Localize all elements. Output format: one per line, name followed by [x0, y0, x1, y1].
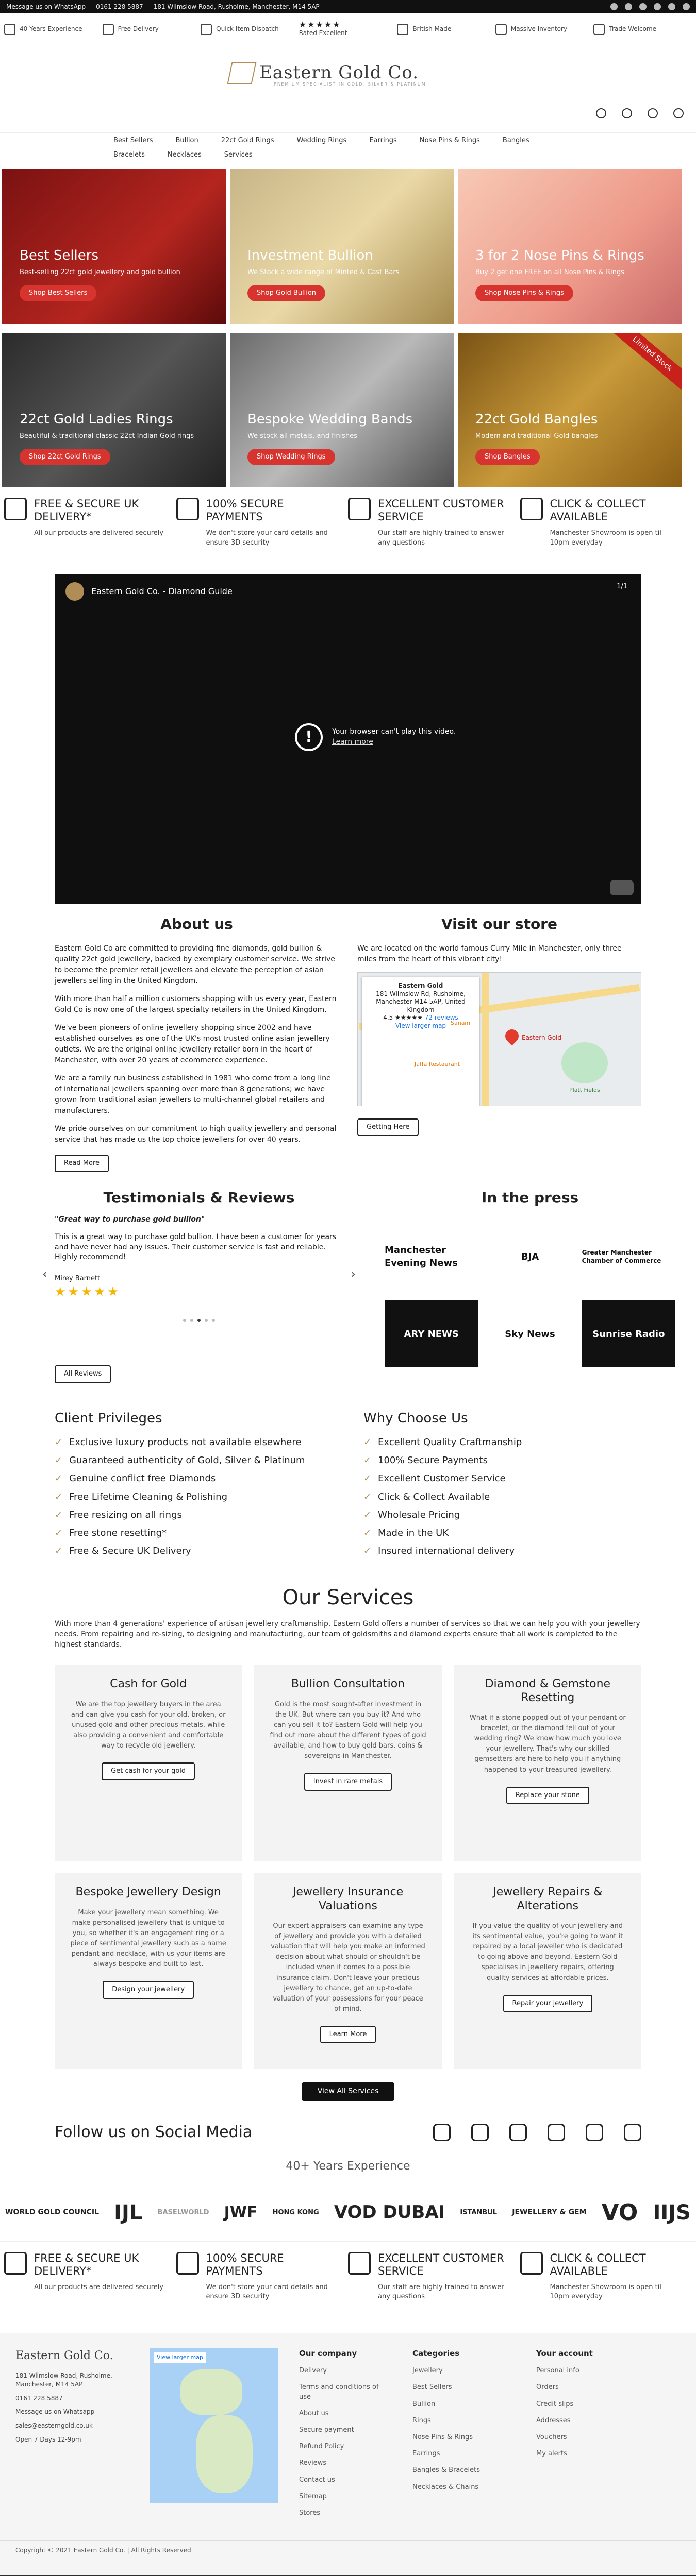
brand-logo: ISTANBUL	[460, 2208, 498, 2216]
view-all-services-button[interactable]: View All Services	[302, 2082, 394, 2101]
privilege-item: ✓ Guaranteed authenticity of Gold, Silver & Platinum	[55, 1454, 333, 1467]
brand-logo: HONG KONG	[272, 2208, 319, 2216]
truck-icon	[103, 24, 114, 35]
privileges-why	[0, 1409, 696, 1563]
footer-link[interactable]: Delivery	[299, 2367, 327, 2375]
footer-company	[299, 2348, 392, 2525]
feature-title: 100% SECURE PAYMENTS	[206, 2251, 284, 2277]
video-player[interactable]	[55, 574, 641, 904]
feature-item	[520, 2252, 692, 2302]
tile-title: Bespoke Wedding Bands	[247, 412, 413, 427]
usp-item	[201, 24, 299, 35]
feature-title: FREE & SECURE UK DELIVERY*	[34, 2251, 139, 2277]
logo-tagline: PREMIUM SPECIALIST IN GOLD, SILVER & PLATINUM	[274, 82, 426, 87]
privilege-item: ✓ Free resizing on all rings	[55, 1509, 333, 1521]
youtube-icon[interactable]	[610, 880, 634, 895]
feature-item	[176, 498, 349, 548]
press-section	[385, 1188, 675, 1383]
about-section	[55, 914, 339, 1172]
hero-tile[interactable]	[2, 169, 226, 324]
service-card	[254, 1873, 441, 2069]
features-row-bottom	[0, 2242, 696, 2313]
footer-hours: Open 7 Days 12-9pm	[15, 2436, 81, 2444]
usp-text: 40 Years Experience	[20, 25, 82, 33]
pinterest-icon[interactable]	[586, 2124, 603, 2141]
feature-item	[176, 2252, 349, 2302]
service-title: Jewellery Insurance Valuations	[292, 1886, 404, 1912]
video-title[interactable]: Eastern Gold Co. - Diamond Guide	[91, 586, 233, 596]
footer-link[interactable]: Vouchers	[536, 2433, 567, 2442]
footer-link[interactable]: Best Sellers	[412, 2383, 452, 2392]
why-item: ✓ Excellent Quality Craftmanship	[363, 1436, 641, 1449]
rating-stars: ★★★★★	[55, 1284, 121, 1299]
truck-icon	[4, 498, 27, 520]
store-icon	[520, 498, 543, 520]
privilege-item: ✓ Free Lifetime Cleaning & Polishing	[55, 1490, 333, 1503]
nav-item[interactable]: Best Sellers	[113, 137, 153, 144]
nav-item[interactable]: Wedding Rings	[296, 137, 347, 144]
store-map[interactable]	[357, 972, 641, 1106]
footer-link[interactable]: Rings	[412, 2416, 431, 2425]
logo-name: Eastern Gold Co.	[259, 62, 419, 83]
footer-link[interactable]: Earrings	[412, 2450, 440, 2458]
privileges-title: Client Privileges	[55, 1410, 162, 1426]
footer-link[interactable]: Jewellery	[412, 2367, 443, 2375]
flag-icon	[397, 24, 408, 35]
quote-author: Mirey Barnett	[55, 1274, 101, 1282]
service-card	[254, 1665, 441, 1861]
shop-gold-rings-button[interactable]: Shop 22ct Gold Rings	[20, 449, 110, 465]
linkedin-icon[interactable]	[654, 3, 661, 10]
shop-gold-bullion-button[interactable]: Shop Gold Bullion	[247, 285, 325, 301]
social-section	[0, 2101, 696, 2154]
carousel-dots[interactable]	[55, 1319, 343, 1322]
cash-for-gold-button[interactable]: Get cash for your gold	[102, 1762, 195, 1780]
boxes-icon	[495, 24, 507, 35]
usp-text: Massive Inventory	[510, 25, 568, 33]
feature-desc: We don't store your card details and ensure 3D security	[206, 529, 328, 547]
footer-link[interactable]: Refund Policy	[299, 2443, 344, 2451]
press-logo: Sunrise Radio	[582, 1300, 675, 1367]
privilege-item: ✓ Free & Secure UK Delivery	[55, 1545, 333, 1557]
service-title: Jewellery Repairs & Alterations	[493, 1886, 603, 1912]
about-paragraph: Eastern Gold Co are committed to providing fine diamonds, gold bullion & quality 22ct gold jewellery, backed by exemplary customer service. We strive to become the premier retail jewellers and elevate the perception of asian jewellers selling in the United Kingdom.	[55, 944, 335, 985]
nav-item[interactable]: Necklaces	[167, 151, 202, 159]
video-error-message: Your browser can't play this video.	[332, 727, 456, 736]
usp-text: Free Delivery	[118, 25, 159, 33]
nav-item[interactable]: Earrings	[369, 137, 397, 144]
nav-item[interactable]: Bangles	[502, 137, 529, 144]
logo[interactable]	[229, 60, 467, 87]
press-logo: BJA	[521, 1251, 539, 1262]
map-label: Jaffa Restaurant	[415, 1060, 460, 1067]
tile-title: 22ct Gold Ladies Rings	[20, 412, 173, 427]
brand-logo: WORLD GOLD COUNCIL	[5, 2208, 100, 2217]
feature-desc: Our staff are highly trained to answer any questions	[378, 529, 504, 547]
linkedin-icon[interactable]	[548, 2124, 565, 2141]
features-row	[0, 487, 696, 558]
about-paragraph: We pride ourselves on our commitment to high quality jewellery and personal service that has made us the top choice jewellers for over 40 years.	[55, 1124, 337, 1144]
whatsapp-icon[interactable]	[683, 3, 690, 10]
brand-logo: BASELWORLD	[157, 2208, 209, 2216]
service-text: What if a stone popped out of your pendant or bracelet, or the diamond fell out of your wedding ring? We know how much you love your jewellery. That's why our skilled gemsetters are here to help you if anything happened to your treasured jewellery.	[469, 1714, 626, 1774]
brand-logo: IIJS	[653, 2201, 691, 2225]
service-text: We are the top jewellery buyers in the area and can give you cash for your old, broken, or unused gold and other precious metals, while also providing a convenient and comfortable way to recycle old jewellery.	[71, 1700, 226, 1750]
usp-item	[397, 24, 495, 35]
read-more-button[interactable]: Read More	[55, 1155, 109, 1172]
footer-link[interactable]: Credit slips	[536, 2400, 574, 2408]
footer-email[interactable]: sales@easterngold.co.uk	[15, 2422, 93, 2430]
heart-icon[interactable]	[648, 108, 658, 118]
feature-title: CLICK & COLLECT AVAILABLE	[550, 498, 646, 523]
tile-title: 3 for 2 Nose Pins & Rings	[475, 248, 644, 263]
footer-col-title: Your account	[536, 2349, 593, 2359]
usp-text: British Made	[412, 25, 452, 33]
design-jewellery-button[interactable]: Design your jewellery	[103, 1981, 194, 1998]
nav-item[interactable]: Services	[224, 151, 253, 159]
whatsapp-link[interactable]: Message us on WhatsApp	[6, 3, 86, 10]
park-area	[561, 1042, 608, 1083]
hero-tile[interactable]	[230, 333, 454, 487]
stars-icon: ★★★★★	[299, 20, 341, 30]
site-header	[0, 45, 696, 159]
usp-text: Trade Welcome	[609, 25, 657, 33]
service-title: Bullion Consultation	[291, 1677, 405, 1691]
facebook-icon[interactable]	[610, 3, 618, 10]
about-title: About us	[160, 915, 233, 933]
quote-text: This is a great way to purchase gold bullion. I have been a customer for years and have never had any issues. Their customer service is fast and reliable. Highly recommend!	[55, 1232, 337, 1262]
learn-more-button[interactable]: Learn More	[320, 2026, 376, 2043]
footer-link[interactable]: Necklaces & Chains	[412, 2483, 479, 2491]
why-item: ✓ Wholesale Pricing	[363, 1509, 641, 1521]
testimonials-press	[0, 1188, 696, 1383]
service-card	[454, 1873, 641, 2069]
usp-item	[299, 21, 397, 38]
whatsapp-icon[interactable]	[624, 2124, 641, 2141]
truck-icon	[4, 2252, 27, 2275]
map-label: Sanam	[451, 1019, 471, 1026]
channel-avatar[interactable]	[65, 582, 84, 601]
phone-link[interactable]: 0161 228 5887	[96, 3, 143, 10]
feature-item	[520, 498, 692, 548]
footer-link[interactable]: Orders	[536, 2383, 559, 2392]
service-text: If you value the quality of your jewellery and its sentimental value, you're going to want it repaired by a local jeweller who is dedicated to going above and beyond. Eastern Gold specialises in jewellery repairs, offering quality services at affordable prices.	[472, 1922, 623, 1982]
all-reviews-button[interactable]: All Reviews	[55, 1365, 111, 1383]
brand-logo: JWF	[224, 2204, 258, 2222]
map-rating: 4.5 ★★★★★	[383, 1014, 423, 1022]
map-pin-icon[interactable]	[503, 1027, 522, 1046]
footer-link[interactable]: Reviews	[299, 2459, 327, 2467]
press-title: In the press	[481, 1189, 579, 1207]
map-reviews-link[interactable]: 72 reviews	[424, 1014, 458, 1022]
getting-here-button[interactable]: Getting Here	[357, 1118, 419, 1136]
main-nav	[113, 136, 577, 160]
diamond-icon	[4, 24, 15, 35]
hero-tile[interactable]	[458, 169, 682, 324]
warning-icon: !	[295, 723, 323, 751]
services-intro: With more than 4 generations' experience of artisan jewellery craftmanship, Eastern Gold offers a number of services so that we can help you with your jewellery needs. From repairing and re-sizing, to designing and manufacturing, our team of goldsmiths and diamond experts ensure that all work is completed to the highest standards.	[55, 1620, 640, 1649]
pinterest-icon[interactable]	[668, 3, 675, 10]
press-logo: Greater Manchester Chamber of Commerce	[582, 1248, 661, 1265]
map-label: Eastern Gold	[522, 1033, 562, 1041]
service-text: Our expert appraisers can examine any type of jewellery and provide you with a detailed valuation that will help you make an informed decision about what should or shouldn't be included when it comes to a possible insurance claim. Don't leave your precious jewellery to chance, get an up-to-date valuation of your possessions for your peace of mind.	[271, 1922, 425, 2013]
why-item: ✓ 100% Secure Payments	[363, 1454, 641, 1467]
footer-whatsapp[interactable]: Message us on Whatsapp	[15, 2408, 95, 2416]
visit-text: We are located on the world famous Curry Mile in Manchester, only three miles from the heart of this vibrant city!	[357, 944, 622, 963]
feature-item	[348, 2252, 520, 2302]
playlist-counter[interactable]: 1/1	[617, 582, 627, 590]
feature-desc: Our staff are highly trained to answer any questions	[378, 2283, 504, 2301]
hero-tile[interactable]	[230, 169, 454, 324]
top-bar	[0, 0, 696, 13]
footer-link[interactable]: My alerts	[536, 2450, 567, 2458]
feature-title: EXCELLENT CUSTOMER SERVICE	[378, 2251, 504, 2277]
map-info-card	[362, 977, 479, 1106]
youtube-icon[interactable]	[639, 3, 647, 10]
footer-link[interactable]: About us	[299, 2409, 329, 2417]
service-title: Bespoke Jewellery Design	[75, 1886, 221, 1899]
footer-logo[interactable]: Eastern Gold Co.	[15, 2349, 113, 2363]
feature-desc: All our products are delivered securely	[34, 529, 164, 537]
nav-item[interactable]: Bracelets	[113, 151, 145, 159]
footer-link[interactable]: Sitemap	[299, 2492, 327, 2500]
footer-link[interactable]: Terms and conditions of use	[299, 2383, 379, 2401]
feature-desc: Manchester Showroom is open til 10pm everyday	[550, 2283, 661, 2301]
press-logo: Sky News	[505, 1328, 555, 1340]
service-card	[55, 1873, 242, 2069]
store-icon	[520, 2252, 543, 2275]
tile-desc: We Stock a wide range of Minted & Cast Bars	[247, 268, 400, 277]
hero-tile[interactable]	[2, 333, 226, 487]
brand-logo: VOD DUBAI	[334, 2202, 445, 2223]
map-label: Platt Fields	[569, 1086, 600, 1093]
client-privileges	[55, 1409, 333, 1563]
why-item: ✓ Excellent Customer Service	[363, 1472, 641, 1485]
footer-link[interactable]: Bangles & Bracelets	[412, 2466, 480, 2475]
tile-desc: Buy 2 get one FREE on all Nose Pins & Rings	[475, 268, 624, 277]
usp-text: Rated Excellent	[299, 29, 347, 37]
press-logo: Manchester Evening News	[385, 1245, 458, 1269]
nav-item[interactable]: 22ct Gold Rings	[221, 137, 274, 144]
feature-title: CLICK & COLLECT AVAILABLE	[550, 2251, 646, 2277]
hero-tile[interactable]	[458, 333, 682, 487]
feature-item	[4, 498, 176, 548]
instagram-icon[interactable]	[433, 2124, 451, 2141]
address-text: 181 Wilmslow Road, Rusholme, Manchester, M14 5AP	[153, 3, 320, 10]
feature-item	[4, 2252, 176, 2302]
footer-link[interactable]: Bullion	[412, 2400, 436, 2408]
trade-icon	[593, 24, 605, 35]
feature-desc: We don't store your card details and ensure 3D security	[206, 2283, 328, 2301]
shield-icon	[176, 498, 199, 520]
hero-grid	[0, 169, 696, 487]
nav-item[interactable]: Nose Pins & Rings	[419, 137, 480, 144]
tile-desc: Best-selling 22ct gold jewellery and gold bullion	[20, 268, 180, 277]
footer-link[interactable]: Stores	[299, 2509, 321, 2517]
view-larger-map-link[interactable]: View larger map	[154, 2352, 206, 2362]
feature-title: EXCELLENT CUSTOMER SERVICE	[378, 498, 504, 523]
instagram-icon[interactable]	[625, 3, 632, 10]
video-error	[295, 723, 456, 751]
logo-mark-icon	[227, 62, 256, 84]
user-icon[interactable]	[596, 108, 606, 118]
feature-title: FREE & SECURE UK DELIVERY*	[34, 498, 139, 523]
feature-desc: All our products are delivered securely	[34, 2283, 164, 2291]
nav-item[interactable]: Bullion	[175, 137, 198, 144]
shop-nose-pins-button[interactable]: Shop Nose Pins & Rings	[475, 285, 573, 301]
service-text: Make your jewellery mean something. We make personalised jewellery that is unique to you, so whether it's an engagement ring or a piece of sentimental jewellery such as a name pendant and necklace, with us your items are always bespoke and built to last.	[70, 1908, 226, 1969]
footer-categories	[412, 2348, 516, 2525]
footer-account	[536, 2348, 619, 2525]
facebook-icon[interactable]	[471, 2124, 489, 2141]
site-footer	[0, 2333, 696, 2540]
service-title: Cash for Gold	[110, 1677, 187, 1691]
why-item: ✓ Made in the UK	[363, 1527, 641, 1539]
chevron-left-icon[interactable]: ‹	[42, 1266, 48, 1282]
learn-more-link[interactable]: Learn more	[332, 737, 373, 746]
tile-desc: Modern and traditional Gold bangles	[475, 432, 598, 440]
plane-icon	[201, 24, 212, 35]
social-title: Follow us on Social Media	[55, 2123, 253, 2141]
tile-title: Investment Bullion	[247, 248, 373, 263]
search-icon[interactable]	[622, 108, 632, 118]
brand-logo: JEWELLERY & GEM	[512, 2208, 587, 2217]
bag-icon[interactable]	[673, 108, 684, 118]
brand-logo: IJL	[114, 2201, 143, 2225]
smiley-icon	[348, 498, 371, 520]
map-address: 181 Wilmslow Rd, Rusholme, Manchester M14 5AP, United Kingdom	[376, 990, 466, 1013]
service-text: Gold is the most sought-after investment in the UK. But where can you buy it? And who can you sell it to? Eastern Gold will help you find out more about the different types of gold available, and how to buy gold bars, coins & sovereigns in Manchester.	[270, 1700, 426, 1760]
why-item: ✓ Click & Collect Available	[363, 1490, 641, 1503]
why-title: Why Choose Us	[363, 1410, 468, 1426]
shop-best-sellers-button[interactable]: Shop Best Sellers	[20, 285, 96, 301]
shield-icon	[176, 2252, 199, 2275]
footer-address: 181 Wilmslow Road, Rusholme, Manchester, M14 5AP	[15, 2372, 112, 2388]
why-choose-us	[363, 1409, 641, 1563]
youtube-icon[interactable]	[509, 2124, 527, 2141]
about-paragraph: We've been pioneers of online jewellery shopping since 2002 and have established ourselves as one of the UK's most trusted online asian jewellery outlets. We are the original online jewellery retailer born in the heart of Manchester, with over 20 years of ecommerce experience.	[55, 1023, 330, 1064]
press-logo: ARY NEWS	[385, 1300, 478, 1367]
usp-strip	[0, 13, 696, 45]
visit-title: Visit our store	[441, 915, 557, 933]
footer-link[interactable]: Personal info	[536, 2367, 579, 2375]
usp-item	[4, 24, 103, 35]
usp-text: Quick Item Dispatch	[216, 25, 279, 33]
privilege-item: ✓ Exclusive luxury products not available elsewhere	[55, 1436, 333, 1449]
tile-desc: We stock all metals, and finishes	[247, 432, 357, 440]
feature-title: 100% SECURE PAYMENTS	[206, 498, 284, 523]
footer-contact	[15, 2348, 129, 2525]
chevron-right-icon[interactable]: ›	[350, 1266, 356, 1282]
visit-section	[357, 914, 641, 1172]
why-item: ✓ Insured international delivery	[363, 1545, 641, 1557]
view-larger-map-link[interactable]: View larger map	[395, 1022, 446, 1029]
about-paragraph: We are a family run business established in 1981 who come from a long line of international jewellers spanning over more than 8 generations; we have grown from traditional asian jewellers to multi-channel global retailers and manufacturers.	[55, 1074, 331, 1115]
footer-col-title: Our company	[299, 2349, 357, 2359]
testimonials-section	[42, 1188, 356, 1383]
footer-link[interactable]: Addresses	[536, 2416, 571, 2425]
service-card	[55, 1665, 242, 1861]
footer-phone[interactable]: 0161 228 5887	[15, 2394, 63, 2402]
copyright-text: Copyright © 2021 Eastern Gold Co. | All Rights Reserved	[0, 2540, 696, 2575]
tile-desc: Beautiful & traditional classic 22ct Indian Gold rings	[20, 432, 194, 440]
privilege-item: ✓ Genuine conflict free Diamonds	[55, 1472, 333, 1485]
limited-stock-ribbon: Limited Stock	[608, 333, 682, 393]
smiley-icon	[348, 2252, 371, 2275]
usp-item	[593, 24, 692, 35]
quote-title: "Great way to purchase gold bullion"	[55, 1215, 205, 1224]
experience-heading: 40+ Years Experience	[286, 2159, 410, 2173]
services-section	[0, 1583, 696, 2100]
footer-link[interactable]: Nose Pins & Rings	[412, 2433, 473, 2442]
map-place-name: Eastern Gold	[398, 981, 443, 989]
repair-jewellery-button[interactable]: Repair your jewellery	[503, 1995, 593, 2012]
feature-desc: Manchester Showroom is open til 10pm everyday	[550, 529, 661, 547]
brand-logos	[0, 2185, 696, 2242]
about-visit	[0, 914, 696, 1172]
usp-item	[103, 24, 201, 35]
feature-item	[348, 498, 520, 548]
services-title: Our Services	[282, 1586, 414, 1610]
service-title: Diamond & Gemstone Resetting	[485, 1677, 611, 1704]
shop-wedding-rings-button[interactable]: Shop Wedding Rings	[247, 449, 335, 465]
footer-col-title: Categories	[412, 2349, 460, 2359]
footer-link[interactable]: Contact us	[299, 2476, 335, 2484]
tile-title: Best Sellers	[20, 248, 99, 263]
testimonials-title: Testimonials & Reviews	[103, 1189, 295, 1207]
about-paragraph: With more than half a million customers shopping with us every year, Eastern Gold Co is now one of the largest specialty retailers in the United Kingdom.	[55, 994, 337, 1014]
usp-item	[495, 24, 594, 35]
brand-logo: VO	[601, 2199, 638, 2226]
tile-title: 22ct Gold Bangles	[475, 412, 598, 427]
service-card	[454, 1665, 641, 1861]
invest-button[interactable]: Invest in rare metals	[304, 1773, 392, 1790]
replace-stone-button[interactable]: Replace your stone	[506, 1787, 589, 1804]
footer-map[interactable]	[150, 2348, 278, 2503]
shop-bangles-button[interactable]: Shop Bangles	[475, 449, 540, 465]
privilege-item: ✓ Free stone resetting*	[55, 1527, 333, 1539]
footer-link[interactable]: Secure payment	[299, 2426, 354, 2434]
